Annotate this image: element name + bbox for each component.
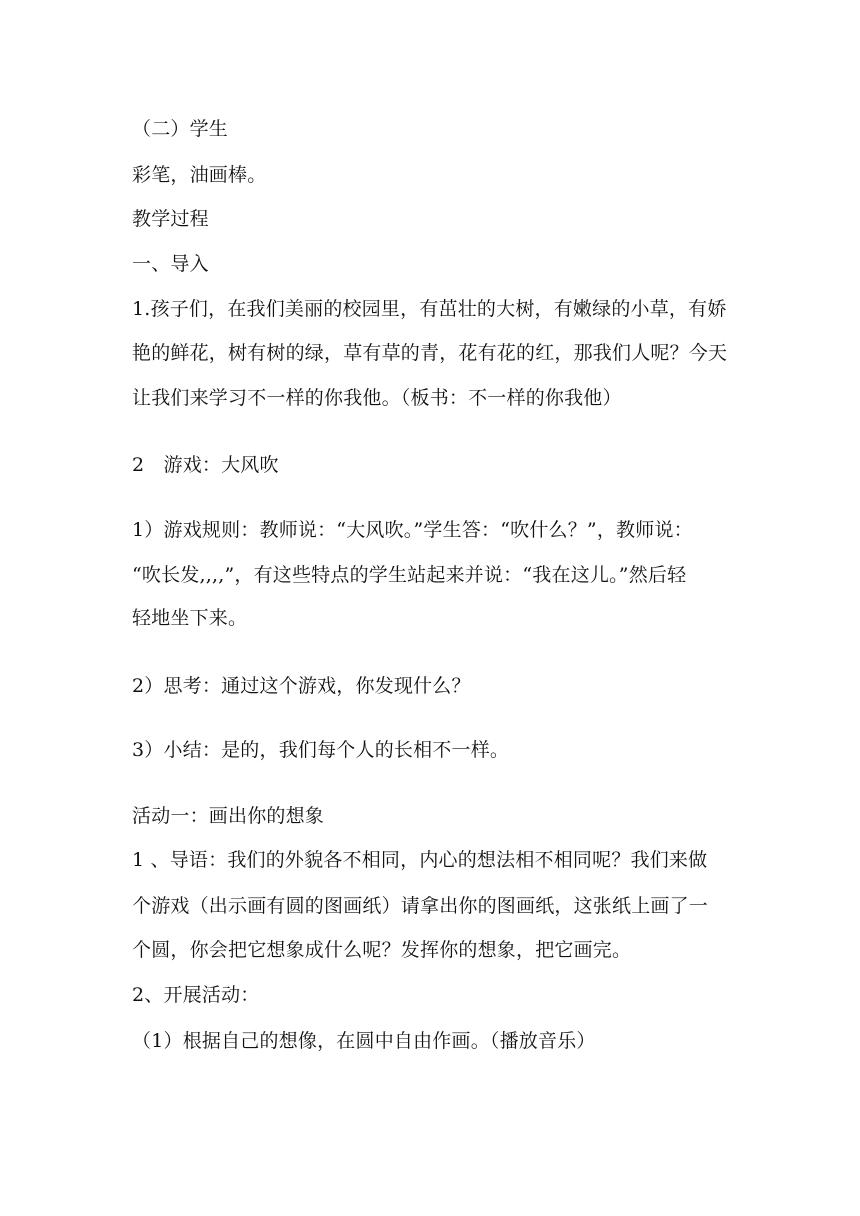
- guide-line-3: 个圆，你会把它想象成什么呢？发挥你的想象，把它画完。: [132, 939, 632, 961]
- intro-heading: 一、导入: [132, 253, 209, 275]
- game-rules-line-1: 1）游戏规则：教师说：“大风吹。”学生答：“吹什么？”，教师说：: [132, 519, 693, 541]
- students-heading: （二）学生: [132, 118, 229, 140]
- game-rules-line-2: “吹长发,,,,”，有这些特点的学生站起来并说：“我在这儿。”然后轻: [132, 564, 687, 586]
- summary-text: 3）小结：是的，我们每个人的长相不一样。: [132, 739, 510, 761]
- intro-paragraph-line-1: 1.孩子们，在我们美丽的校园里，有茁壮的大树，有嫩绿的小草，有娇: [132, 298, 727, 320]
- activity-heading: 活动一：画出你的想象: [132, 805, 325, 827]
- develop-heading: 2、开展活动：: [132, 984, 260, 1006]
- game-rules-line-3: 轻地坐下来。: [132, 607, 248, 629]
- intro-paragraph-line-3: 让我们来学习不一样的你我他。（板书：不一样的你我他）: [132, 387, 622, 409]
- game-heading: 2 游戏：大风吹: [132, 454, 279, 476]
- materials-text: 彩笔，油画棒。: [132, 164, 267, 186]
- think-question: 2）思考：通过这个游戏，你发现什么？: [132, 675, 471, 697]
- develop-step-1: （1）根据自己的想像，在圆中自由作画。（播放音乐）: [132, 1030, 596, 1052]
- intro-paragraph-line-2: 艳的鲜花，树有树的绿，草有草的青，花有花的红，那我们人呢？今天: [132, 342, 728, 364]
- guide-line-2: 个游戏（出示画有圆的图画纸）请拿出你的图画纸，这张纸上画了一: [132, 895, 709, 917]
- process-heading: 教学过程: [132, 208, 209, 230]
- guide-line-1: 1 、导语：我们的外貌各不相同，内心的想法相不相同呢？我们来做: [132, 849, 708, 871]
